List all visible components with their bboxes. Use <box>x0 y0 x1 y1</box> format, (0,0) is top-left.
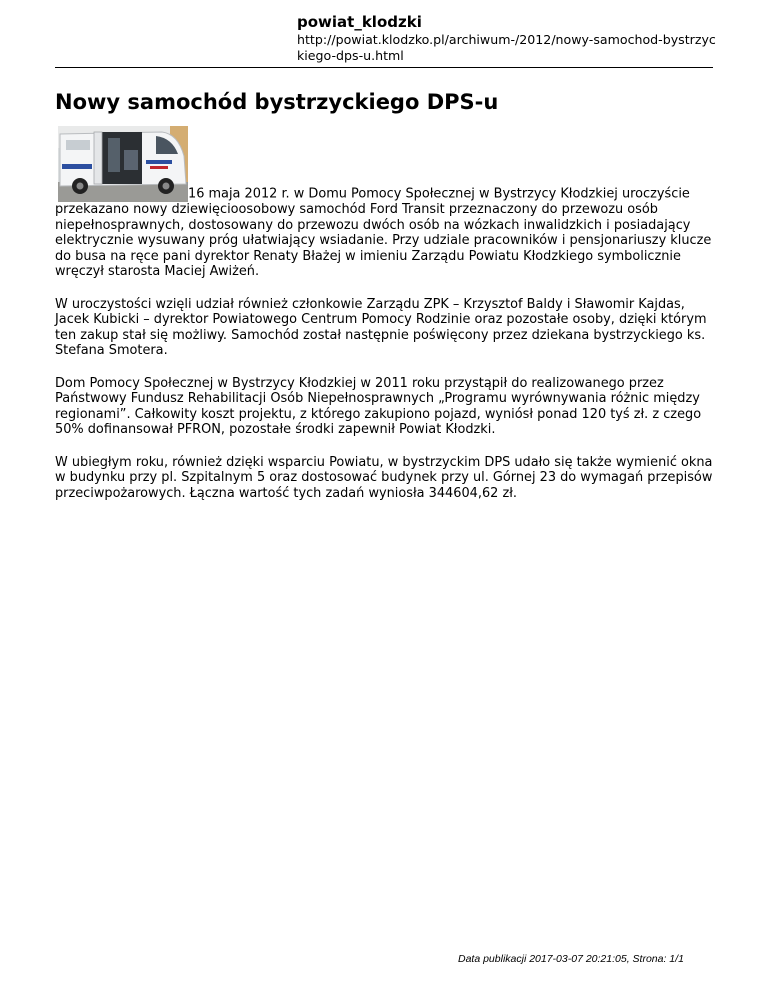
header-divider <box>55 67 713 68</box>
article-paragraph: W ubiegłym roku, również dzięki wsparciu Powiatu, w bystrzyckim DPS udało się także wymienić okna w budynku przy pl. Szpitalnym 5 oraz dostosować budynek przy ul. Górnej 23 do wymagań przepisów przeciwpożarowych. Łączna wartość tych zadań wyniosła 344604,62 zł. <box>55 454 713 501</box>
article-title: Nowy samochód bystrzyckiego DPS-u <box>55 90 499 114</box>
article-paragraph: Dom Pomocy Społecznej w Bystrzycy Kłodzkiej w 2011 roku przystąpił do realizowanego przez Państwowy Fundusz Rehabilitacji Osób Niepełnosprawnych „Programu wyrównywania różnic między regionami”. Całkowity koszt projektu, z którego zakupiono pojazd, wyniósł ponad 120 tyś zł. z czego 50% dofinansował PFRON, pozostałe środki zapewnił Powiat Kłodzki. <box>55 375 702 437</box>
paragraph-text: 16 maja 2012 r. w Domu Pomocy Społecznej w Bystrzycy Kłodzkiej uroczyście przekazano nowy dziewięcioosobowy samochód Ford Transit przeznaczony do przewozu osób niepełnosprawnych, dostosowany do przewozu dwóch osób na wózkach inwalidzkich i posiadający elektrycznie wysuwany próg ułatwiający wsiadanie. Przy udziale pracowników i pensjonariuszy klucze do busa na ręce pani dyrektor Renaty Błażej w imieniu Zarządu Powiatu Kłodzkiego symbolicznie wręczył starosta Maciej Awiżeń. <box>55 186 712 279</box>
van-photo-icon <box>58 126 188 202</box>
site-name: powiat_klodzki <box>297 13 422 31</box>
article-paragraph <box>55 126 715 280</box>
article-body <box>55 126 715 518</box>
page-url[interactable]: http://powiat.klodzko.pl/archiwum-/2012/nowy-samochod-bystrzyckiego-dps-u.html <box>297 32 716 63</box>
article-paragraph: W uroczystości wzięli udział również członkowie Zarządu ZPK – Krzysztof Baldy i Sławomir Kajdas, Jacek Kubicki – dyrektor Powiatowego Centrum Pomocy Rodzinie oraz pozostałe osoby, dzięki którym ten zakup stał się możliwy. Samochód został następnie poświęcony przez dziekana bystrzyckiego ks. Stefana Smotera. <box>55 296 707 358</box>
document-header <box>297 12 717 64</box>
publication-footer: Data publikacji 2017-03-07 20:21:05, Strona: 1/1 <box>458 953 684 965</box>
